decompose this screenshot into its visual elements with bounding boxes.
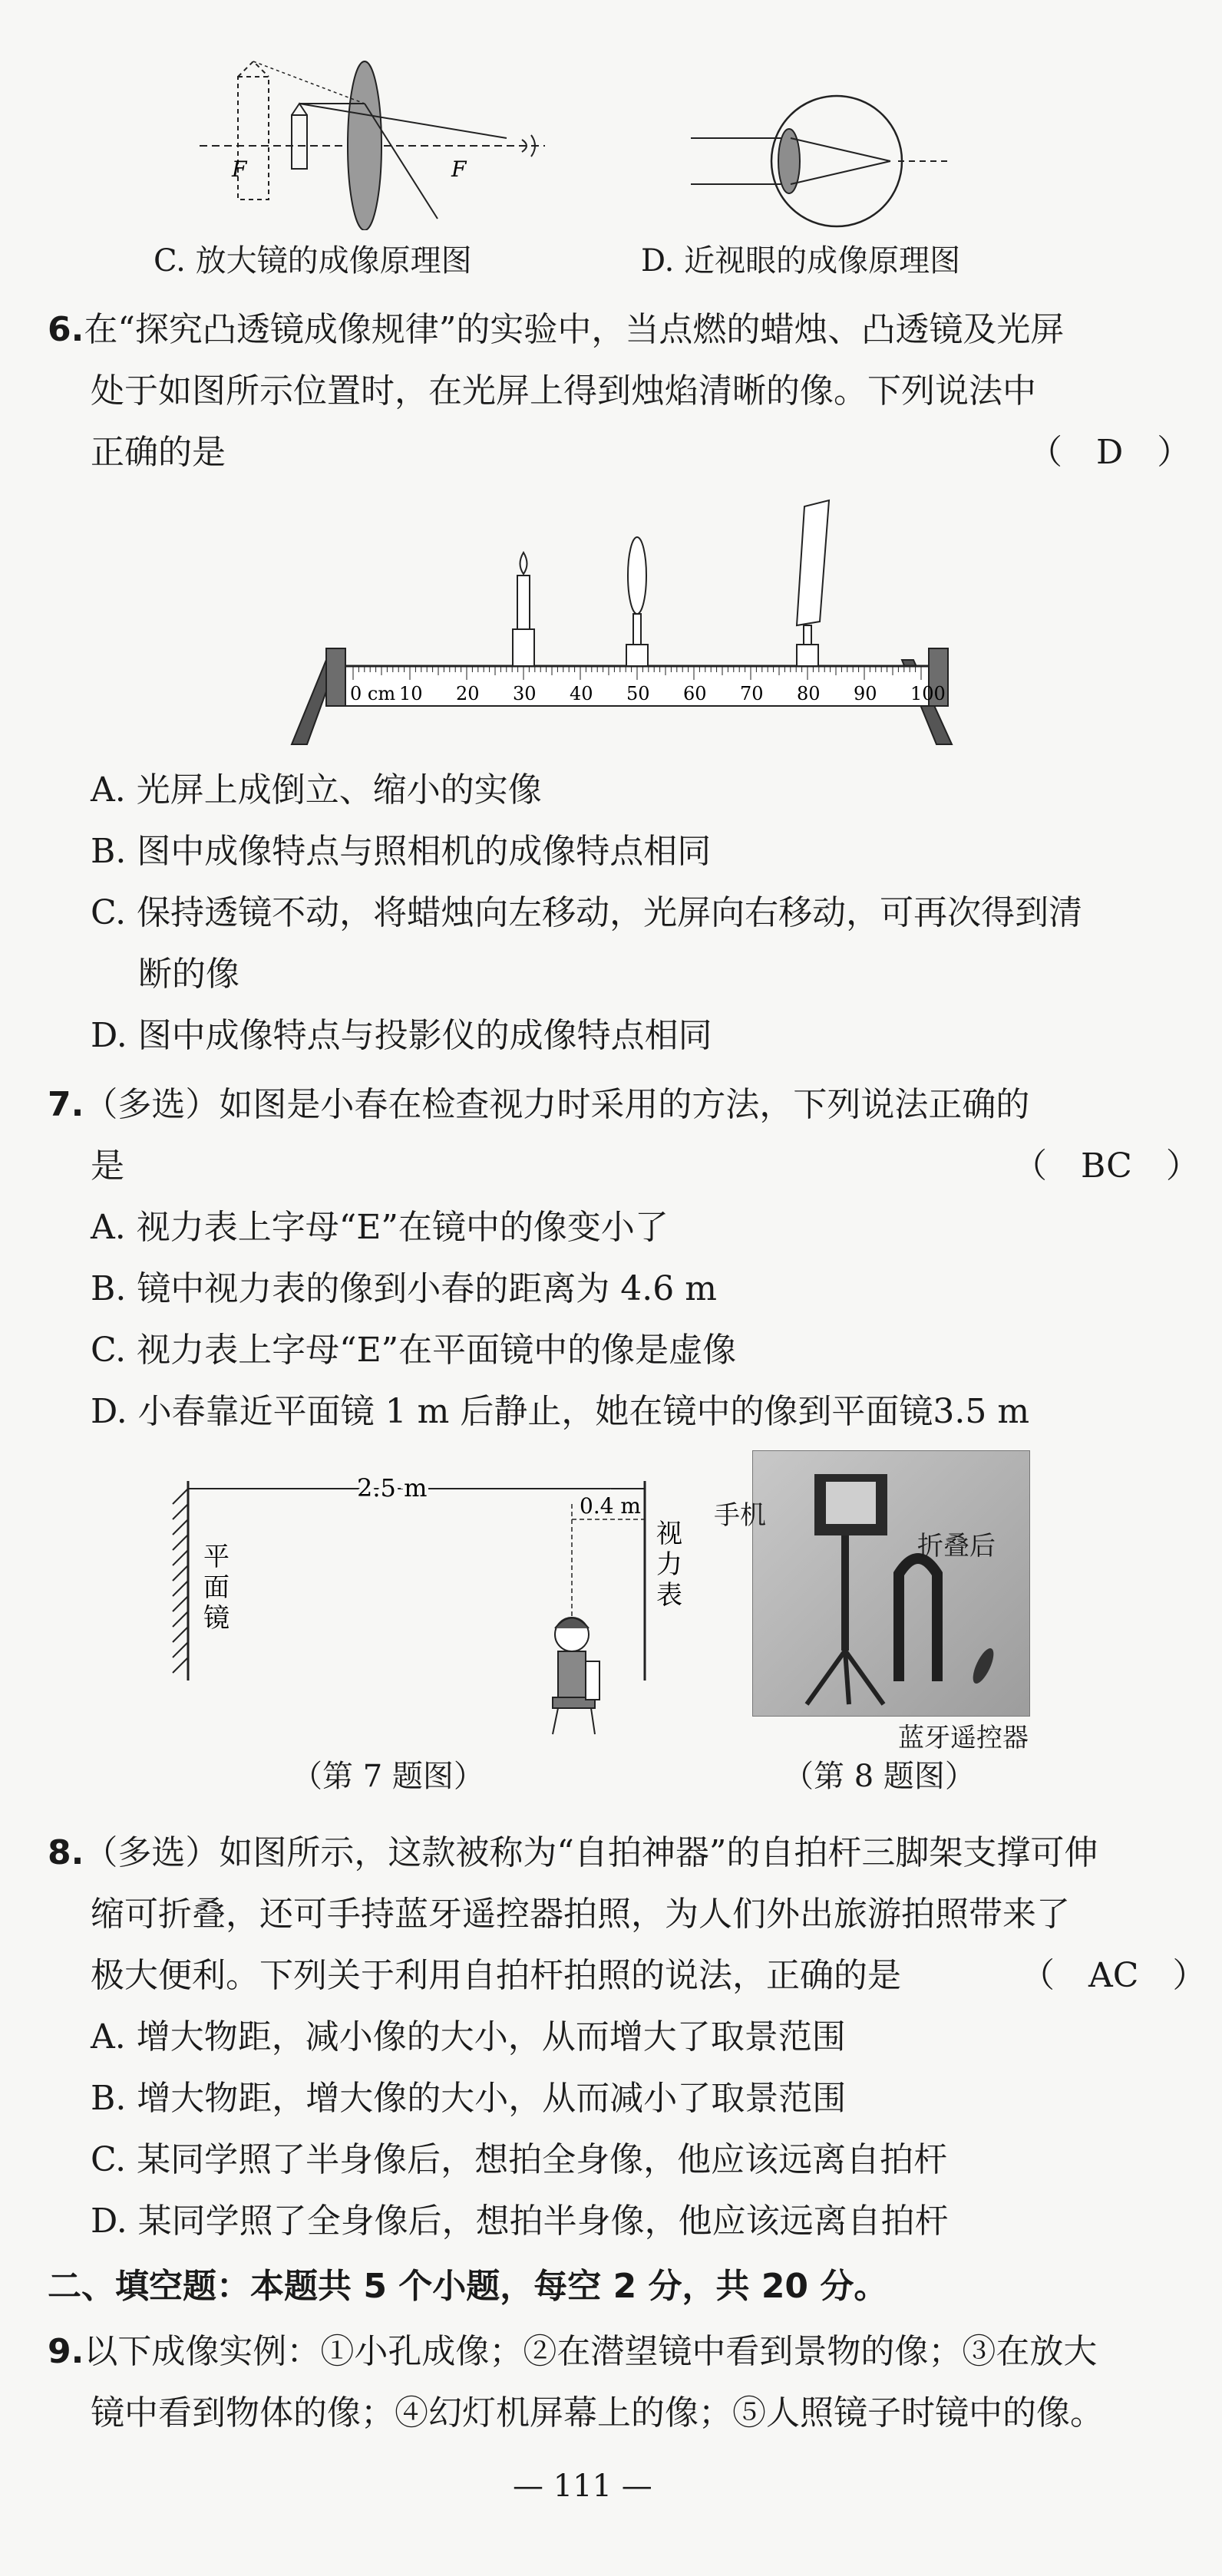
figure-8-photo xyxy=(752,1450,1030,1717)
q6-line-2: 处于如图所示位置时，在光屏上得到烛焰清晰的像。下列说法中 xyxy=(91,371,1036,411)
q8-line-2: 缩可折叠，还可手持蓝牙遥控器拍照，为人们外出旅游拍照带来了 xyxy=(91,1895,1070,1934)
ruler-label: 50 xyxy=(626,683,650,704)
selfie-stick-illustration xyxy=(753,1451,1029,1716)
q6-answer: （ D ） xyxy=(1029,433,1191,472)
focal-label-right: F xyxy=(451,157,467,182)
page-number: — 111 — xyxy=(513,2469,652,2504)
q7-option-c: C. 视力表上字母“E”在平面镜中的像是虚像 xyxy=(91,1331,737,1370)
girl-figure xyxy=(553,1618,599,1734)
q9-number: 9. xyxy=(48,2332,84,2371)
q6-option-a: A. 光屏上成倒立、缩小的实像 xyxy=(91,770,542,810)
ruler-label: 0 cm xyxy=(350,683,396,704)
candle xyxy=(513,552,534,666)
ruler-label: 100 xyxy=(910,683,946,704)
q9-line-1 xyxy=(48,2329,1097,2375)
q8-text-1: （多选）如图所示，这款被称为“自拍神器”的自拍杆三脚架支撑可伸 xyxy=(84,1833,1098,1872)
q6-line-1 xyxy=(48,307,1064,353)
chart-label-3: 表 xyxy=(656,1580,682,1611)
q9-line-2: 镜中看到物体的像；④幻灯机屏幕上的像；⑤人照镜子时镜中的像。 xyxy=(91,2393,1104,2433)
q6-option-d: D. 图中成像特点与投影仪的成像特点相同 xyxy=(91,1016,712,1055)
figure-d-caption: D. 近视眼的成像原理图 xyxy=(641,243,961,279)
q8-line-1 xyxy=(48,1830,1098,1876)
q7-text-1: （多选）如图是小春在检查视力时采用的方法，下列说法正确的 xyxy=(84,1085,1030,1124)
label-remote: 蓝牙遥控器 xyxy=(898,1723,1029,1753)
q7-line-1 xyxy=(48,1082,1029,1128)
ruler-label: 20 xyxy=(456,683,480,704)
figure-c-caption: C. 放大镜的成像原理图 xyxy=(154,243,472,279)
figure-7-caption: （第 7 题图） xyxy=(292,1759,484,1794)
figure-7-eye-test xyxy=(154,1458,691,1742)
mirror-label-1: 平 xyxy=(203,1542,230,1572)
distance-small-label: 0.4 m xyxy=(580,1493,641,1519)
focal-label-left: F xyxy=(232,157,247,182)
q8-line-3: 极大便利。下列关于利用自拍杆拍照的说法，正确的是 xyxy=(91,1956,901,1995)
q7-line-2: 是 xyxy=(91,1146,124,1186)
figure-8-caption: （第 8 题图） xyxy=(783,1759,976,1794)
ruler-label: 30 xyxy=(513,683,537,704)
ruler-label: 10 xyxy=(399,683,423,704)
ruler-label: 40 xyxy=(570,683,593,704)
q8-option-d: D. 某同学照了全身像后，想拍半身像，他应该远离自拍杆 xyxy=(91,2202,949,2241)
q8-number: 8. xyxy=(48,1833,84,1872)
q7-number: 7. xyxy=(48,1085,84,1124)
mirror-label-3: 镜 xyxy=(203,1603,230,1634)
q6-number: 6. xyxy=(48,310,84,349)
q6-option-c-2: 断的像 xyxy=(138,955,239,994)
ruler-label: 70 xyxy=(740,683,764,704)
q8-option-a: A. 增大物距，减小像的大小，从而增大了取景范围 xyxy=(91,2017,846,2057)
chart-label-2: 力 xyxy=(656,1549,682,1580)
label-folded: 折叠后 xyxy=(917,1531,996,1562)
figure-d-myopia-eye xyxy=(683,84,959,230)
q8-option-c: C. 某同学照了半身像后，想拍全身像，他应该远离自拍杆 xyxy=(91,2140,948,2179)
q9-text-1: 以下成像实例：①小孔成像；②在潜望镜中看到景物的像；③在放大 xyxy=(84,2332,1098,2371)
chart-label-1: 视 xyxy=(656,1519,682,1549)
label-phone: 手机 xyxy=(714,1500,766,1531)
ruler-label: 90 xyxy=(854,683,877,704)
q7-option-a: A. 视力表上字母“E”在镜中的像变小了 xyxy=(91,1208,669,1247)
q7-option-b: B. 镜中视力表的像到小春的距离为 4.6 m xyxy=(91,1269,717,1308)
q8-answer: （ AC ） xyxy=(1021,1956,1207,1995)
figure-c-magnifier xyxy=(184,54,568,230)
q7-answer: （ BC ） xyxy=(1013,1146,1200,1186)
mirror-label-2: 面 xyxy=(203,1572,230,1603)
optical-bench-figure xyxy=(284,491,975,752)
ruler-label: 60 xyxy=(683,683,707,704)
ruler-label: 80 xyxy=(797,683,821,704)
distance-total-label: 2.5 m xyxy=(357,1473,428,1502)
q6-line-3: 正确的是 xyxy=(91,433,226,472)
convex-lens xyxy=(626,537,648,666)
section-2-title: 二、填空题：本题共 5 个小题，每空 2 分，共 20 分。 xyxy=(48,2267,888,2306)
q6-option-b: B. 图中成像特点与照相机的成像特点相同 xyxy=(91,832,712,871)
q6-option-c-1: C. 保持透镜不动，将蜡烛向左移动，光屏向右移动，可再次得到清 xyxy=(91,893,1083,932)
q7-option-d: D. 小春靠近平面镜 1 m 后静止，她在镜中的像到平面镜3.5 m xyxy=(91,1392,1030,1431)
light-screen xyxy=(797,500,829,666)
q8-option-b: B. 增大物距，增大像的大小，从而减小了取景范围 xyxy=(91,2079,847,2118)
q6-text-1: 在“探究凸透镜成像规律”的实验中，当点燃的蜡烛、凸透镜及光屏 xyxy=(84,310,1065,349)
